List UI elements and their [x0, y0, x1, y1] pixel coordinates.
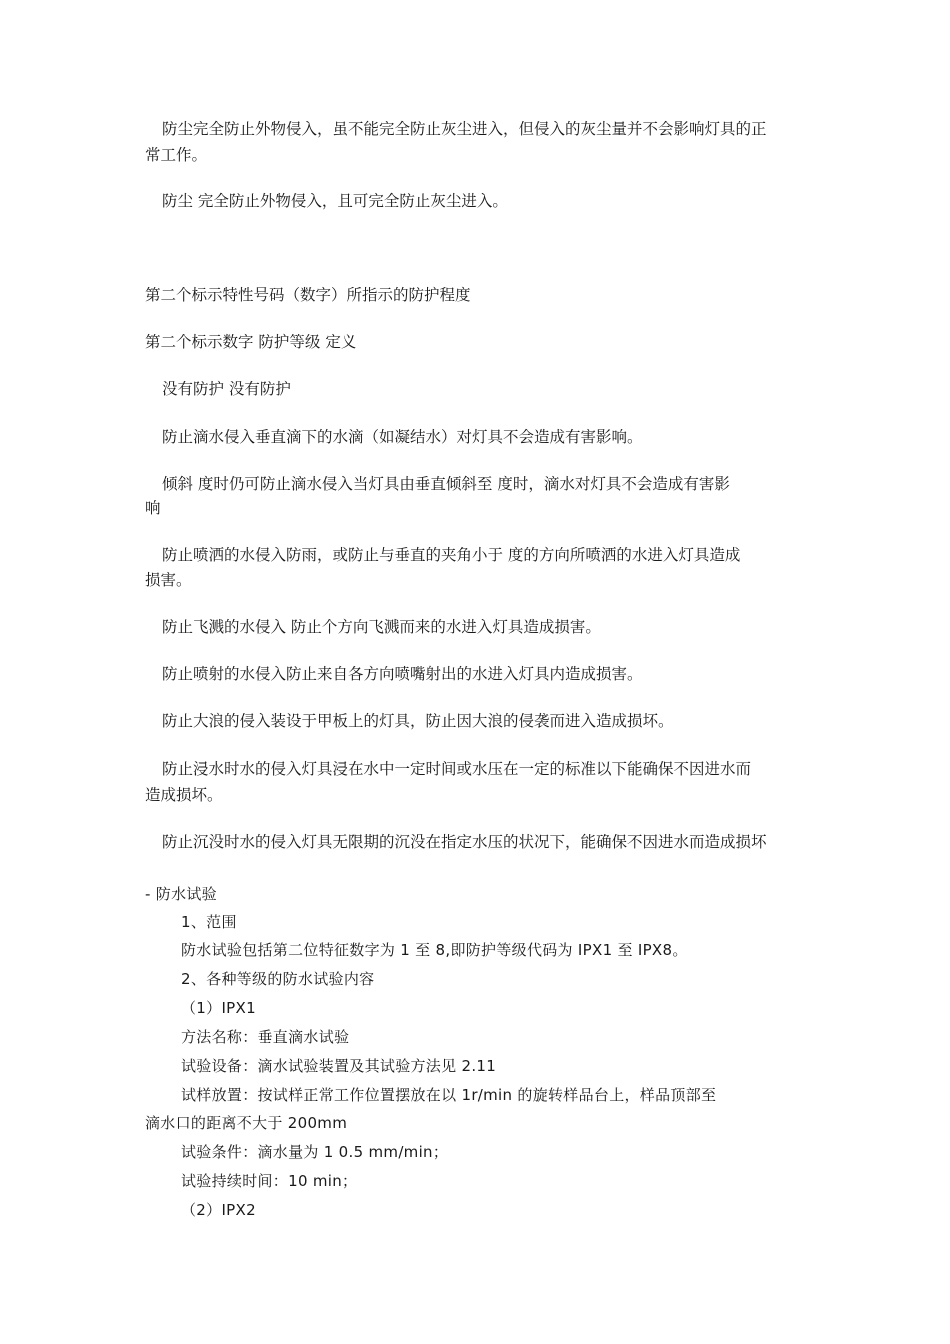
scope-text: 防水试验包括第二位特征数字为 1 至 8,即防护等级代码为 IPX1 至 IPX8。 — [181, 941, 688, 959]
sample-placement-line1: 试样放置：按试样正常工作位置摆放在以 1r/min 的旋转样品台上，样品顶部至 — [181, 1086, 717, 1104]
water-level-0: 没有防护 没有防护 — [162, 380, 291, 398]
scope-title: 1、范围 — [181, 913, 237, 931]
water-level-3-line2: 损害。 — [145, 571, 192, 589]
test-duration: 试验持续时间：10 min； — [181, 1172, 358, 1190]
dust-level-5-line1: 防尘完全防止外物侵入，虽不能完全防止灰尘进入，但侵入的灰尘量并不会影响灯具的正 — [162, 120, 767, 138]
water-level-6: 防止大浪的侵入装设于甲板上的灯具，防止因大浪的侵袭而进入造成损坏。 — [162, 712, 674, 730]
contents-title: 2、各种等级的防水试验内容 — [181, 970, 375, 988]
dust-level-6: 防尘 完全防止外物侵入，且可完全防止灰尘进入。 — [162, 192, 508, 210]
water-level-8: 防止沉没时水的侵入灯具无限期的沉没在指定水压的状况下，能确保不因进水而造成损坏 — [162, 833, 767, 851]
water-level-2-line2: 响 — [145, 499, 161, 517]
table-header: 第二个标示数字 防护等级 定义 — [145, 333, 357, 351]
water-level-3-line1: 防止喷洒的水侵入防雨，或防止与垂直的夹角小于 度的方向所喷洒的水进入灯具造成 — [162, 546, 741, 564]
ipx2-title: （2）IPX2 — [181, 1201, 256, 1219]
test-heading: - 防水试验 — [145, 885, 217, 903]
method-name: 方法名称：垂直滴水试验 — [181, 1028, 350, 1046]
water-level-1: 防止滴水侵入垂直滴下的水滴（如凝结水）对灯具不会造成有害影响。 — [162, 428, 643, 446]
water-level-7-line2: 造成损坏。 — [145, 786, 223, 804]
ipx1-title: （1）IPX1 — [181, 999, 256, 1017]
sample-placement-line2: 滴水口的距离不大于 200mm — [145, 1114, 348, 1132]
dust-level-5-line2: 常工作。 — [145, 146, 208, 164]
water-level-4: 防止飞溅的水侵入 防止个方向飞溅而来的水进入灯具造成损害。 — [162, 618, 601, 636]
test-equipment: 试验设备：滴水试验装置及其试验方法见 2.11 — [181, 1057, 497, 1075]
water-level-7-line1: 防止浸水时水的侵入灯具浸在水中一定时间或水压在一定的标准以下能确保不因进水而 — [162, 760, 752, 778]
water-level-2-line1: 倾斜 度时仍可防止滴水侵入当灯具由垂直倾斜至 度时，滴水对灯具不会造成有害影 — [162, 475, 730, 493]
section-title: 第二个标示特性号码（数字）所指示的防护程度 — [145, 286, 471, 304]
water-level-5: 防止喷射的水侵入防止来自各方向喷嘴射出的水进入灯具内造成损害。 — [162, 665, 643, 683]
test-conditions: 试验条件：滴水量为 1 0.5 mm/min； — [181, 1143, 449, 1161]
